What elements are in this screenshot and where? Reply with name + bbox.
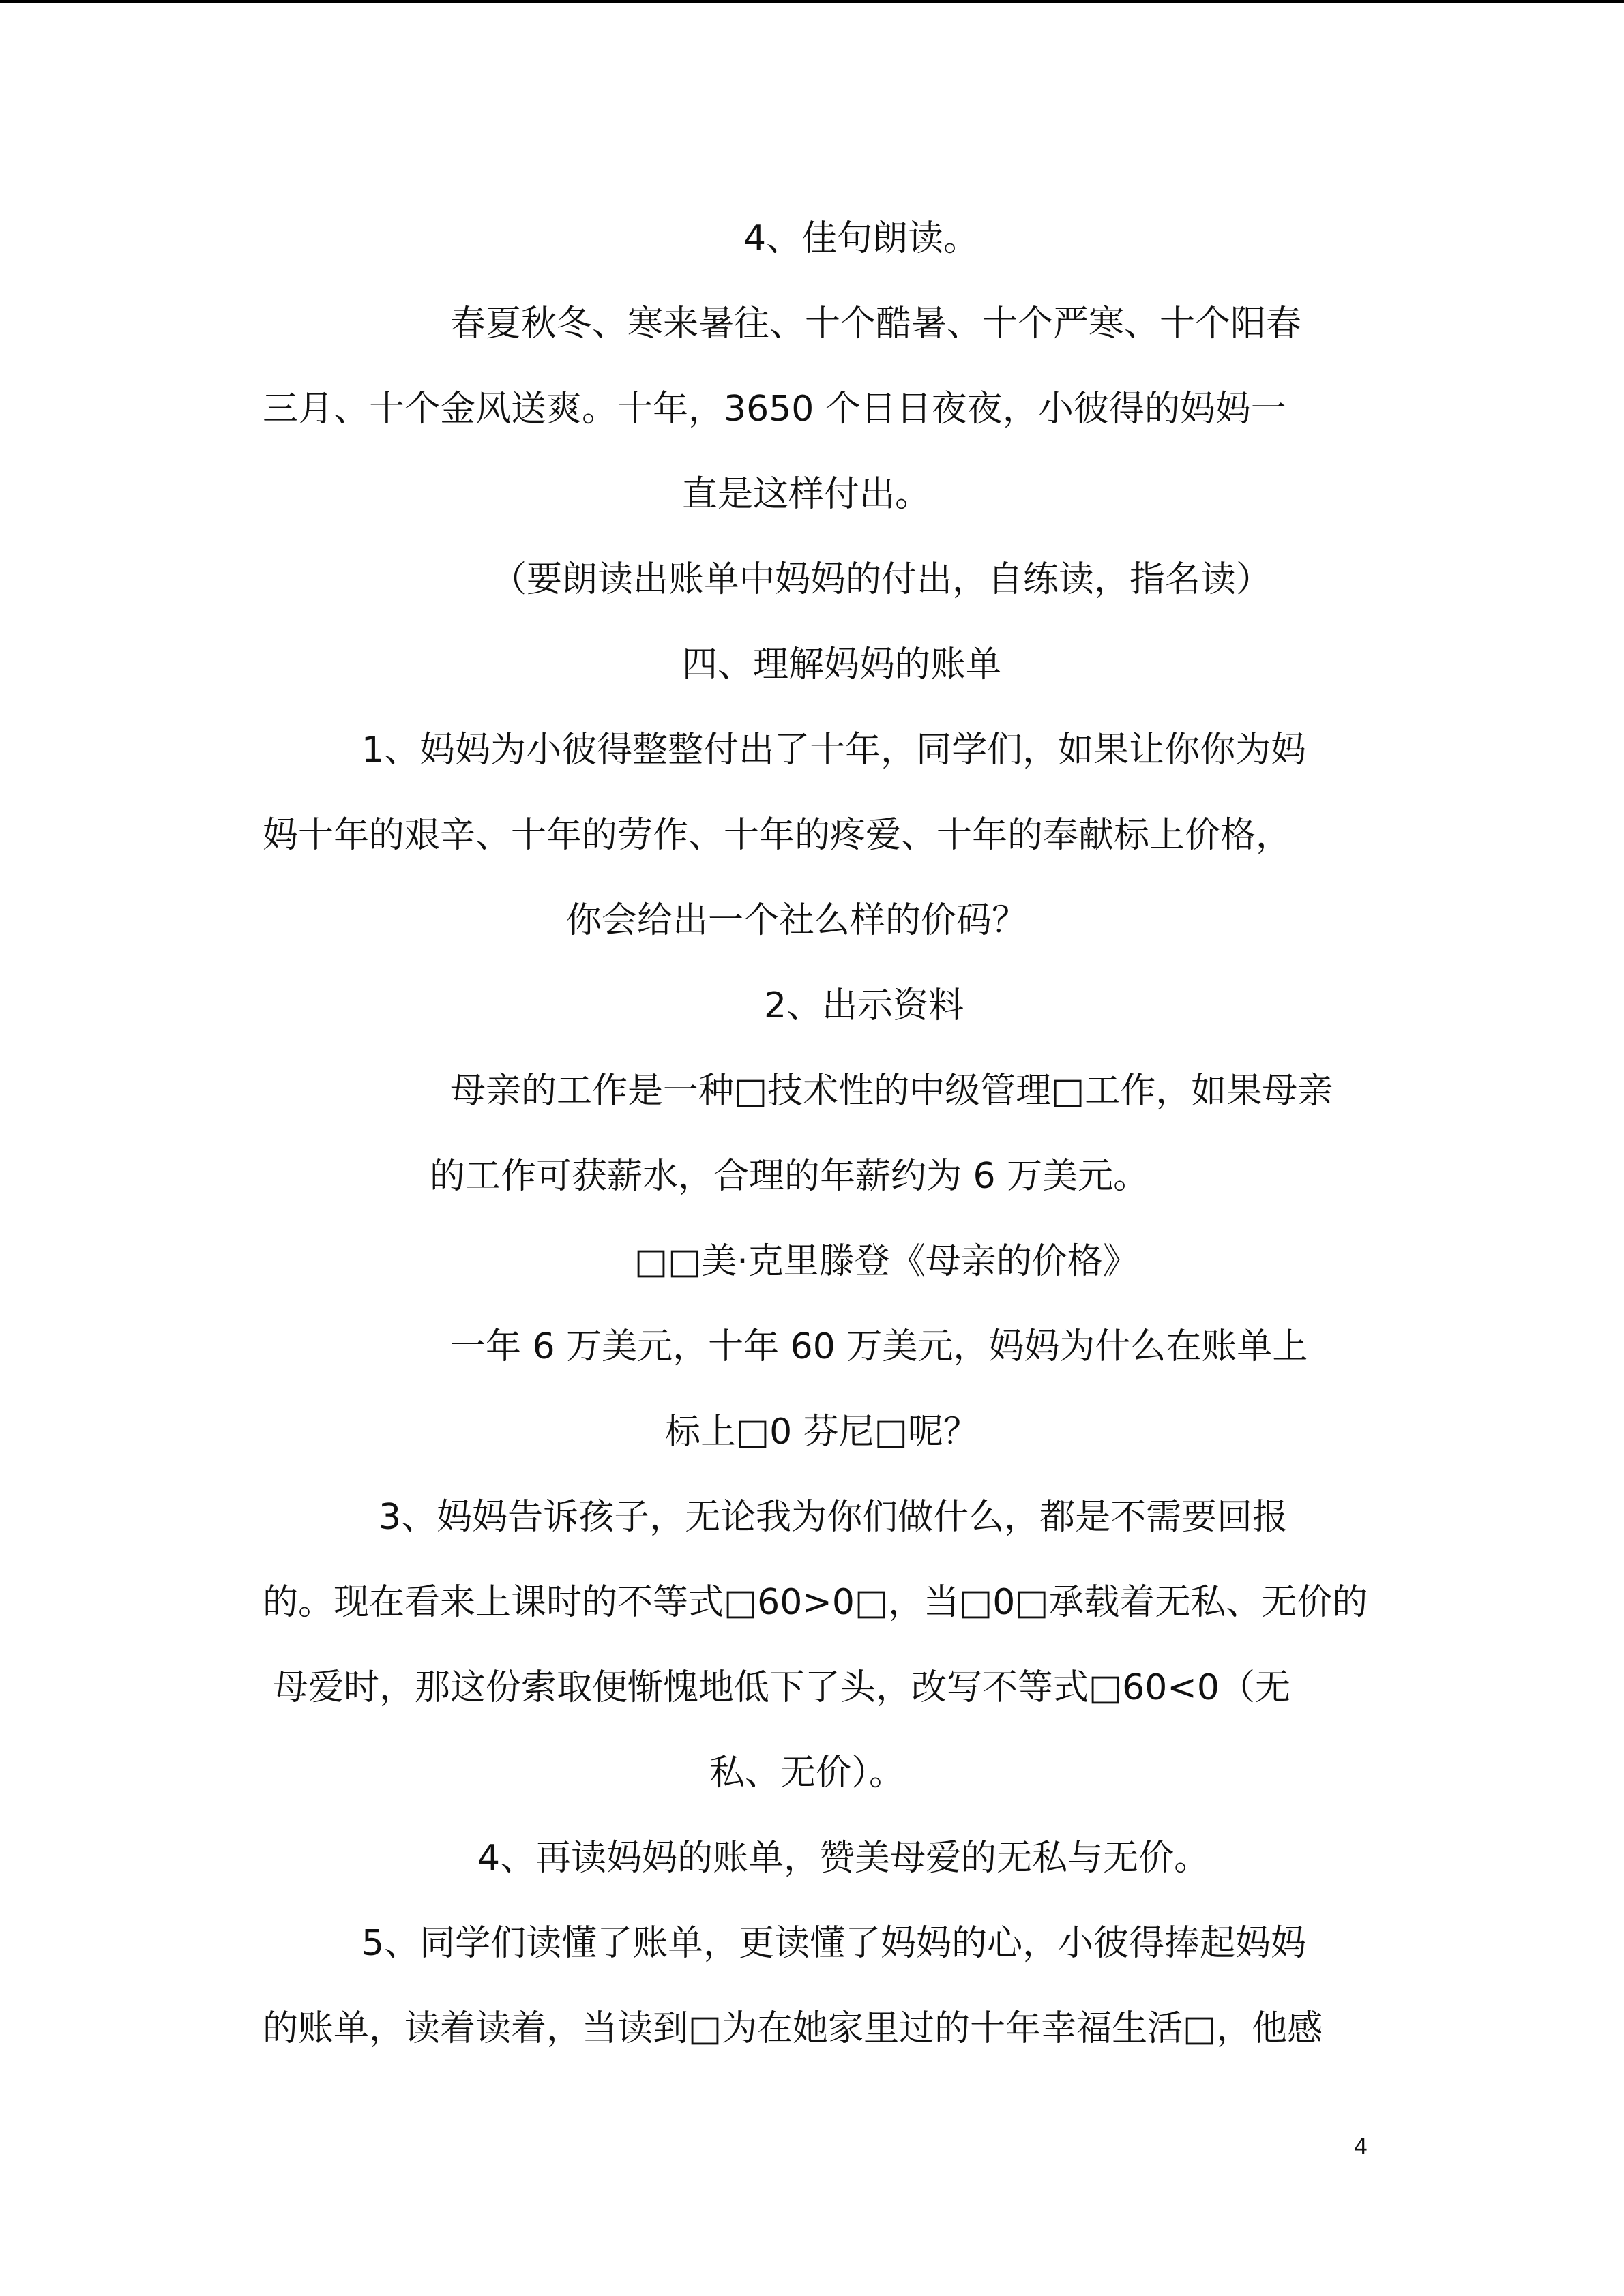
citation-line: □□美·克里滕登《母亲的价格》 <box>634 1241 1138 1282</box>
page-number: 4 <box>1354 2134 1368 2160</box>
text-line: 私、无价）。 <box>709 1753 905 1793</box>
text-line: 妈十年的艰辛、十年的劳作、十年的疼爱、十年的奉献标上价格， <box>263 815 1292 856</box>
text-line: （要朗读出账单中妈妈的付出，自练读，指名读） <box>491 559 1272 600</box>
text-line: 母爱时，那这份索取便惭愧地低下了头，改写不等式□60<0（无 <box>273 1667 1290 1708</box>
text-line: 你会给出一个社么样的价码？ <box>566 900 1028 941</box>
text-line: 5、同学们读懂了账单，更读懂了妈妈的心，小彼得捧起妈妈 <box>361 1923 1307 1964</box>
text-line: 三月、十个金风送爽。十年，3650 个日日夜夜，小彼得的妈妈一 <box>263 389 1286 430</box>
text-line: 2、出示资料 <box>764 985 964 1026</box>
text-line: 1、妈妈为小彼得整整付出了十年，同学们，如果让你你为妈 <box>361 730 1307 771</box>
text-line: 直是这样付出。 <box>682 474 931 515</box>
section-heading: 四、理解妈妈的账单 <box>682 644 1002 685</box>
text-line: 4、佳句朗读。 <box>743 218 979 259</box>
text-line: 标上□0 芬尼□呢？ <box>665 1412 979 1452</box>
text-line: 的。现在看来上课时的不等式□60>0□，当□0□承载着无私、无价的 <box>263 1582 1368 1623</box>
text-line: 4、再读妈妈的账单，赞美母爱的无私与无价。 <box>477 1838 1210 1879</box>
text-line: 春夏秋冬、寒来暑往、十个酷暑、十个严寒、十个阳春 <box>450 303 1302 344</box>
text-line: 的工作可获薪水，合理的年薪约为 6 万美元。 <box>430 1156 1149 1197</box>
text-line: 母亲的工作是一种□技术性的中级管理□工作，如果母亲 <box>450 1071 1333 1112</box>
text-line: 一年 6 万美元，十年 60 万美元，妈妈为什么在账单上 <box>450 1326 1308 1367</box>
text-line: 3、妈妈告诉孩子，无论我为你们做什么，都是不需要回报 <box>379 1497 1288 1538</box>
text-line: 的账单，读着读着，当读到□为在她家里过的十年幸福生活□，他感 <box>263 2008 1323 2049</box>
top-border-line <box>0 0 1624 3</box>
